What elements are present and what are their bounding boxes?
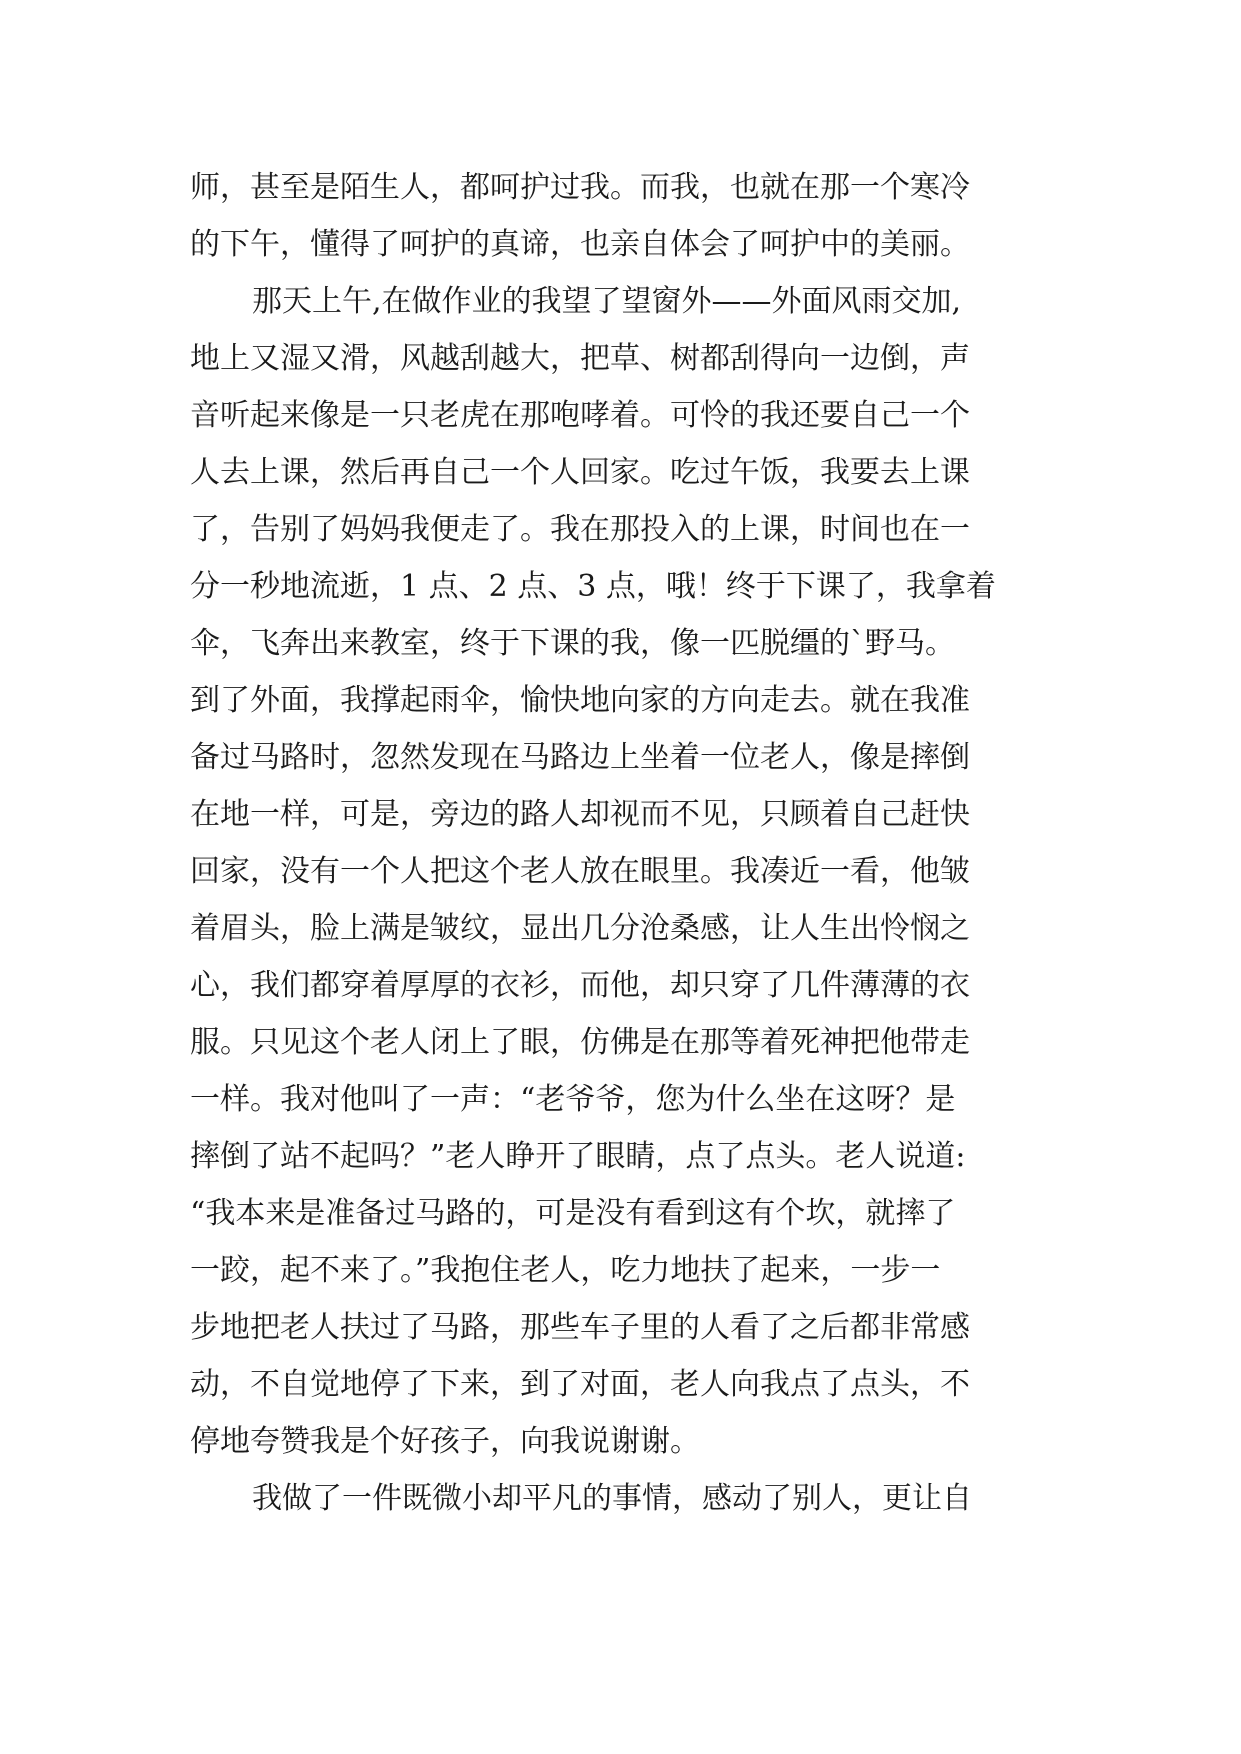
text-line: 着眉头，脸上满是皱纹，显出几分沧桑感，让人生出怜悯之 bbox=[190, 911, 970, 946]
text-line: 停地夸赞我是个好孩子，向我说谢谢。 bbox=[190, 1424, 700, 1459]
text-line: 回家，没有一个人把这个老人放在眼里。我凑近一看，他皱 bbox=[190, 854, 970, 889]
paragraph-first-line: 那天上午,在做作业的我望了望窗外——外面风雨交加, bbox=[252, 284, 962, 319]
text-line: “我本来是准备过马路的，可是没有看到这有个坎，就摔了 bbox=[190, 1196, 956, 1231]
text-line: 服。只见这个老人闭上了眼，仿佛是在那等着死神把他带走 bbox=[190, 1025, 970, 1060]
text-line: 了，告别了妈妈我便走了。我在那投入的上课，时间也在一 bbox=[190, 512, 970, 547]
text-line: 一跤，起不来了。”我抱住老人，吃力地扶了起来，一步一 bbox=[190, 1253, 941, 1288]
text-line: 伞，飞奔出来教室，终于下课的我，像一匹脱缰的`野马。 bbox=[190, 626, 955, 661]
text-line: 动，不自觉地停了下来，到了对面，老人向我点了点头，不 bbox=[190, 1367, 970, 1402]
text-line: 分一秒地流逝，1 点、2 点、3 点，哦！终于下课了，我拿着 bbox=[190, 569, 996, 604]
text-line: 一样。我对他叫了一声：“老爷爷，您为什么坐在这呀？是 bbox=[190, 1082, 956, 1117]
text-line: 到了外面，我撑起雨伞，愉快地向家的方向走去。就在我准 bbox=[190, 683, 970, 718]
paragraph-first-line: 我做了一件既微小却平凡的事情，感动了别人，更让自 bbox=[252, 1481, 972, 1516]
text-line: 地上又湿又滑，风越刮越大，把草、树都刮得向一边倒，声 bbox=[190, 341, 970, 376]
text-line: 音听起来像是一只老虎在那咆哮着。可怜的我还要自己一个 bbox=[190, 398, 970, 433]
text-line: 人去上课，然后再自己一个人回家。吃过午饭，我要去上课 bbox=[190, 455, 970, 490]
text-line: 备过马路时，忽然发现在马路边上坐着一位老人，像是摔倒 bbox=[190, 740, 970, 775]
text-line: 摔倒了站不起吗？”老人睁开了眼睛，点了点头。老人说道: bbox=[190, 1139, 966, 1174]
text-line: 步地把老人扶过了马路，那些车子里的人看了之后都非常感 bbox=[190, 1310, 970, 1345]
text-line: 师，甚至是陌生人，都呵护过我。而我，也就在那一个寒冷 bbox=[190, 170, 970, 205]
text-line: 的下午，懂得了呵护的真谛，也亲自体会了呵护中的美丽。 bbox=[190, 227, 970, 262]
text-line: 在地一样，可是，旁边的路人却视而不见，只顾着自己赶快 bbox=[190, 797, 970, 832]
text-line: 心，我们都穿着厚厚的衣衫，而他，却只穿了几件薄薄的衣 bbox=[190, 968, 970, 1003]
